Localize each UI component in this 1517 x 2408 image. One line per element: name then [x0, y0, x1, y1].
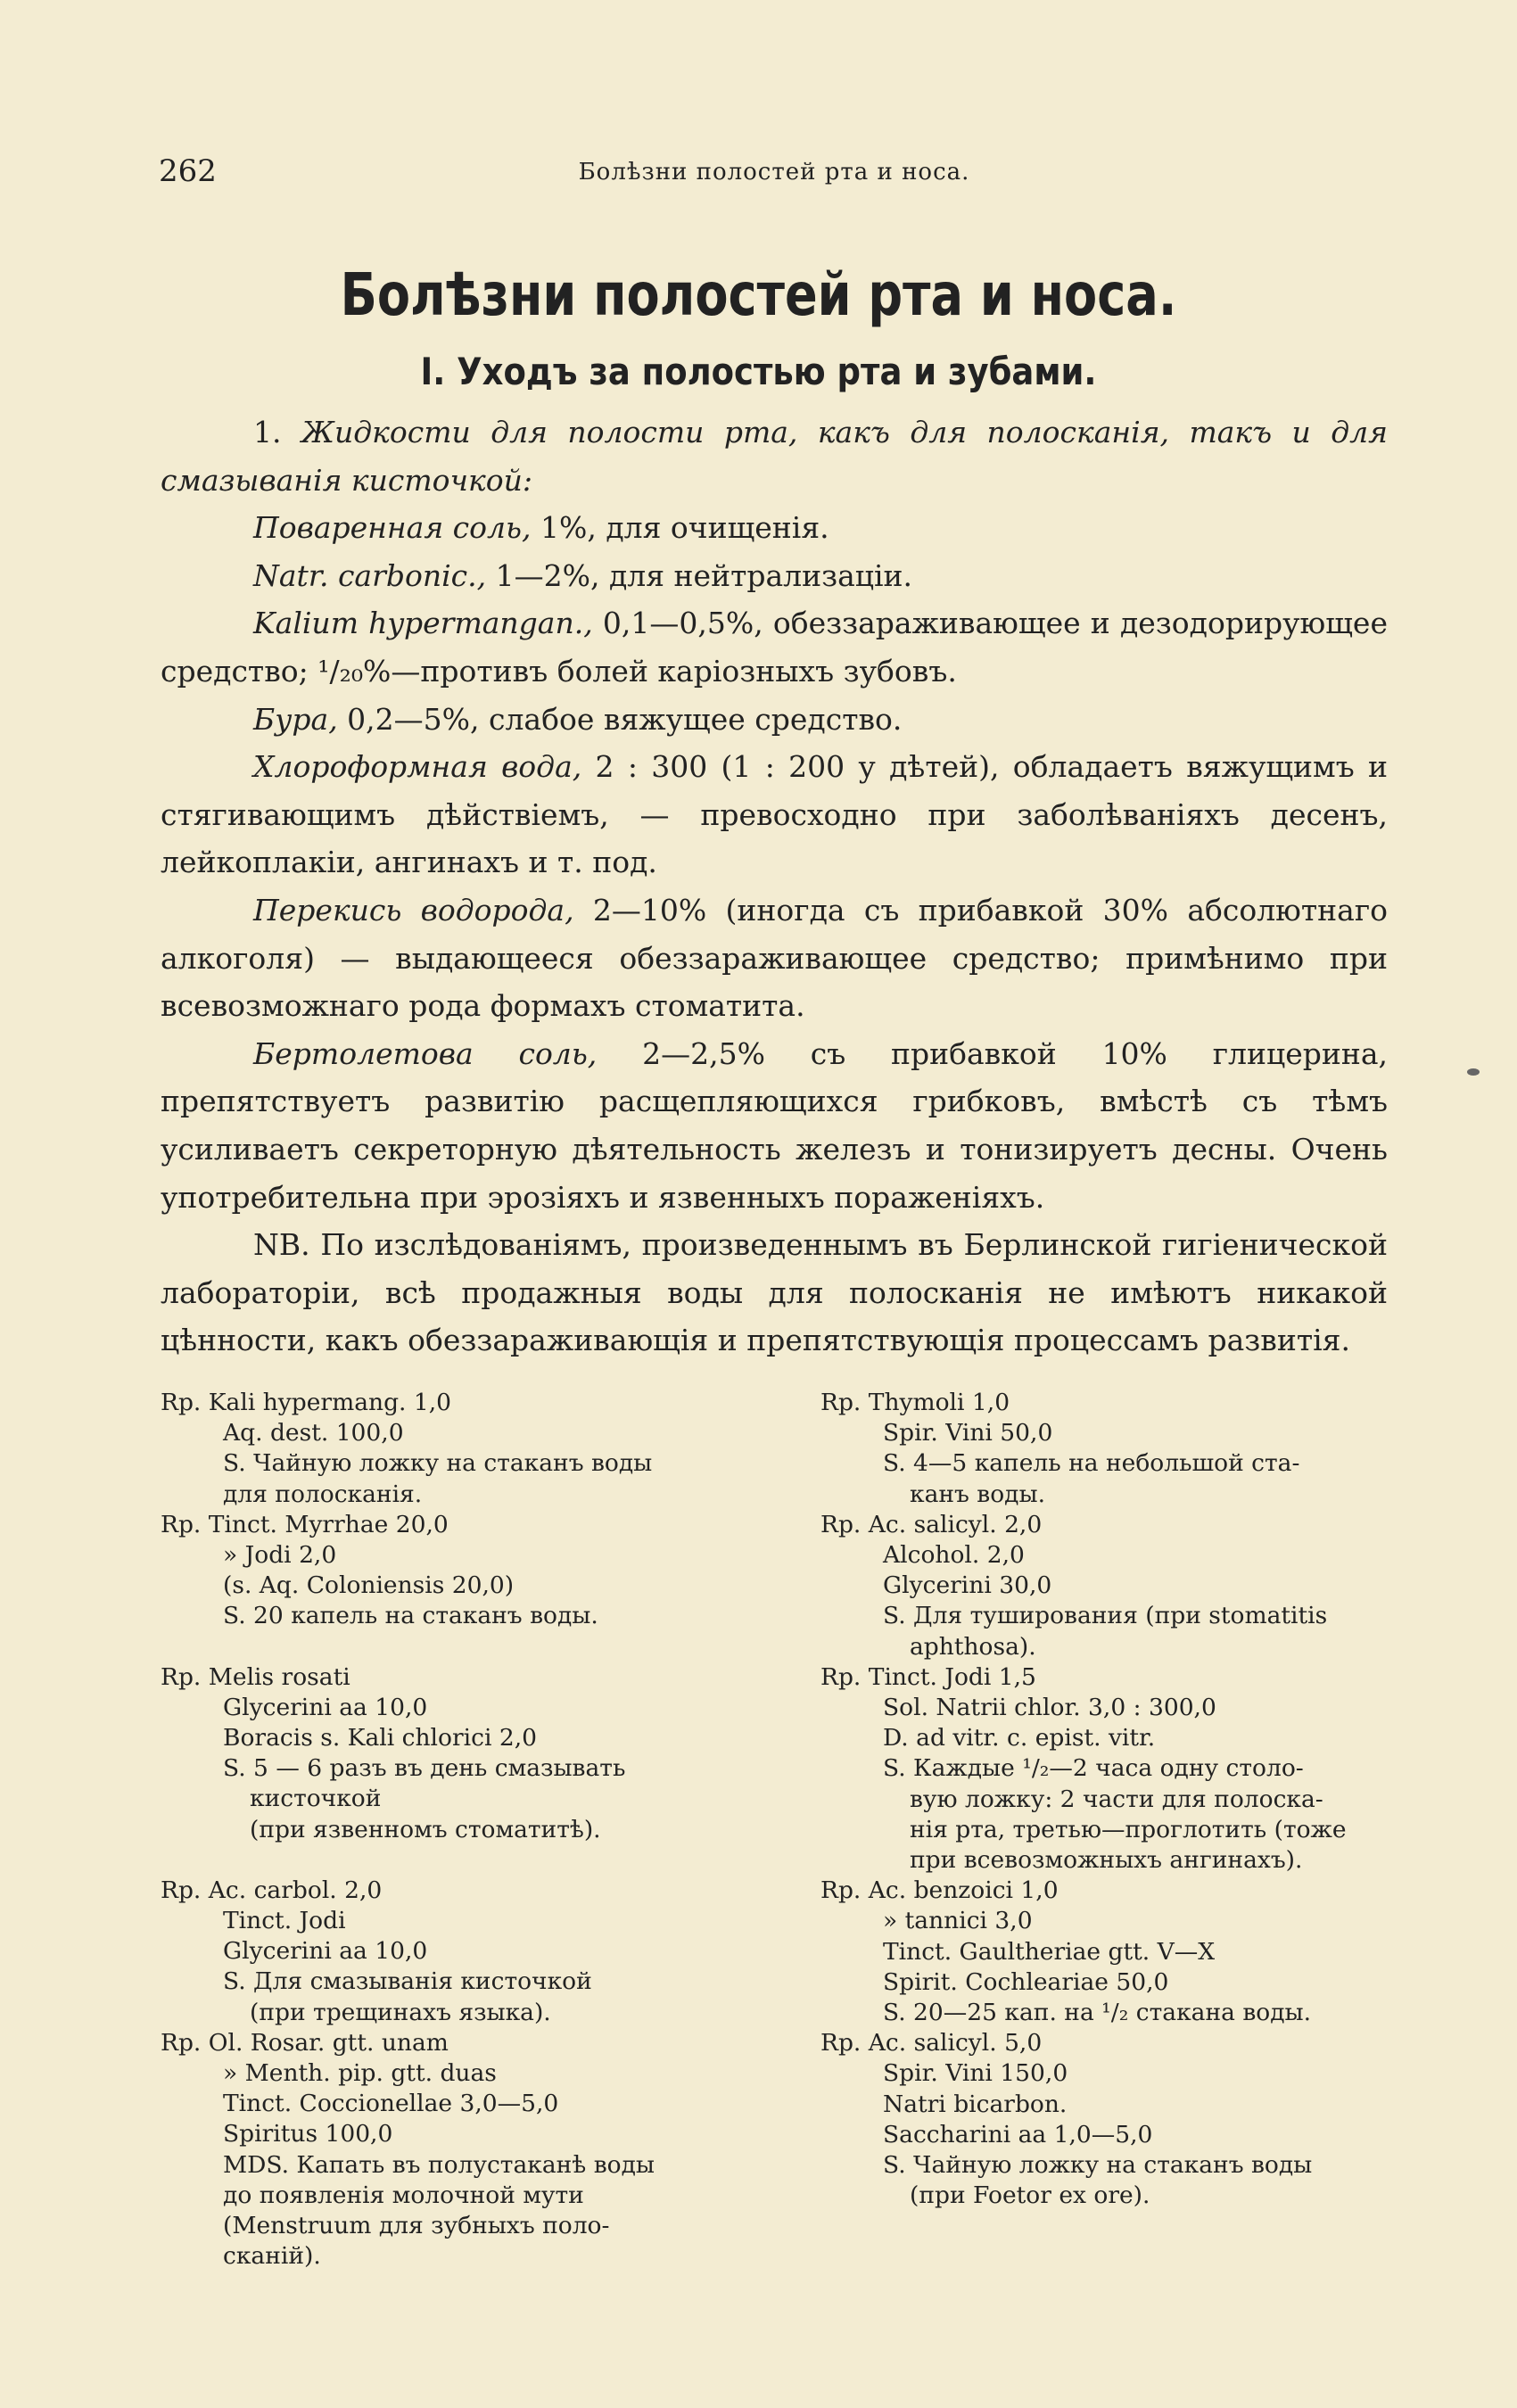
recipe-line: Rp. Melis rosati — [161, 1662, 350, 1691]
recipe-line: Rp. Tinct. Jodi 1,5 — [820, 1662, 1036, 1691]
recipe-line: » Menth. pip. gtt. duas — [223, 2059, 497, 2088]
recipes-right-column — [820, 1388, 1427, 2211]
recipe-line: Saccharini aa 1,0—5,0 — [883, 2120, 1153, 2148]
recipe-line: S. Для туширования (при stomatitis — [883, 1602, 1328, 1630]
paragraph-text: 1%, для очищенія. — [531, 510, 829, 546]
paragraph — [161, 1030, 1388, 1221]
chapter-title: Болѣзни полостей рта и носа. — [340, 260, 1177, 329]
recipe-line: Rp. Tinct. Myrrhae 20,0 — [161, 1510, 449, 1538]
ink-speck — [1467, 1068, 1480, 1076]
paragraph — [161, 504, 1388, 552]
paragraph-text: 2 : 300 (1 : 200 у дѣтей), обладаетъ вяжущимъ и стягивающимъ дѣйствіемъ, — превосходно при заболѣваніяхъ десенъ, лейкоплакіи, ангинахъ и т. под. — [161, 749, 1388, 880]
recipe-line: канъ воды. — [910, 1480, 1046, 1508]
recipe-line: Spir. Vini 150,0 — [883, 2059, 1068, 2088]
recipe-line: Alcohol. 2,0 — [883, 1541, 1025, 1570]
recipe-line: Spiritus 100,0 — [223, 2120, 393, 2148]
recipe-line: Natri bicarbon. — [883, 2090, 1068, 2118]
recipe-line: Rp. Ac. benzoici 1,0 — [820, 1876, 1059, 1905]
paragraph-text: 2—10% (иногда съ прибавкой 30% абсолютнаго алкоголя) — выдающееся обеззараживающее средство; примѣнимо при всевозможнаго рода формахъ стоматита. — [161, 892, 1388, 1024]
recipe-line: Tinct. Jodi — [223, 1907, 346, 1935]
recipe-line: S. Для смазыванія кисточкой — [223, 1967, 592, 1996]
recipe-line: (s. Aq. Coloniensis 20,0) — [223, 1571, 515, 1600]
paragraph — [161, 552, 1388, 600]
remedy-term: Бура, — [253, 701, 338, 737]
recipe-line: Boracis s. Kali chlorici 2,0 — [223, 1724, 538, 1752]
remedy-term: Поваренная соль, — [253, 510, 532, 546]
recipe-line: сканій). — [223, 2242, 321, 2271]
page-header — [159, 153, 1389, 189]
recipe-line: (при Foetor ex ore). — [910, 2181, 1150, 2210]
recipe-line: MDS. Капать въ полустаканѣ воды — [223, 2150, 655, 2179]
section-title: I. Уходъ за полостью рта и зубами. — [420, 350, 1097, 393]
paragraph-number: 1. — [253, 415, 301, 449]
paragraph — [161, 408, 1388, 504]
recipe-line: S. 20—25 кап. на ¹/₂ стакана воды. — [883, 1999, 1312, 2027]
paragraph — [161, 696, 1388, 744]
recipe-line: для полосканія. — [223, 1480, 423, 1508]
recipe-line: вую ложку: 2 части для полоска- — [910, 1785, 1323, 1813]
recipe-line: (при трещинахъ языка). — [250, 1998, 551, 2026]
recipe-line: S. 5 — 6 разъ въ день смазывать — [223, 1754, 626, 1783]
recipe-line: Rp. Ac. salicyl. 5,0 — [820, 2029, 1043, 2058]
paragraph — [161, 743, 1388, 887]
paragraph-text: 0,2—5%, слабое вяжущее средство. — [337, 701, 903, 737]
running-title: Болѣзни полостей рта и носа. — [578, 159, 970, 186]
paragraph-text: NB. По изслѣдованіямъ, произведеннымъ въ Берлинской гигіенической лабораторіи, всѣ продажныя воды для полосканія не имѣютъ никакой цѣнности, какъ обеззараживающія и препятствующія процессамъ развитія. — [161, 1227, 1388, 1358]
recipe-line: S. Чайную ложку на стаканъ воды — [223, 1449, 653, 1478]
paragraph — [161, 599, 1388, 695]
remedy-term: Перекись водорода, — [253, 892, 574, 928]
recipe-spacer — [161, 1845, 767, 1876]
recipe-line: Spir. Vini 50,0 — [883, 1419, 1053, 1447]
recipe-line: до появленія молочной мути — [223, 2181, 584, 2209]
recipe-line: Tinct. Coccionellae 3,0—5,0 — [223, 2090, 559, 2118]
remedy-term: Kalium hypermangan., — [253, 606, 593, 641]
recipe-line: Aq. dest. 100,0 — [223, 1419, 404, 1447]
recipe-line: Spirit. Cochleariae 50,0 — [883, 1967, 1169, 1996]
recipes-left-column — [161, 1388, 767, 2272]
recipe-line: Rp. Ol. Rosar. gtt. unam — [161, 2028, 449, 2057]
paragraph-text: 2—2,5% съ прибавкой 10% глицерина, препятствуетъ развитію расщепляющихся грибковъ, вмѣстѣ съ тѣмъ усиливаетъ секреторную дѣятельность железъ и тонизируетъ десны. Очень употребительна при эрозіяхъ и язвенныхъ пораженіяхъ. — [161, 1035, 1389, 1215]
recipe-line: нія рта, третью—проглотить (тоже — [910, 1815, 1347, 1843]
recipe-line: Glycerini aa 10,0 — [223, 1693, 428, 1721]
recipe-line: кисточкой — [250, 1785, 382, 1813]
recipe-line: S. 20 капель на стаканъ воды. — [223, 1602, 598, 1630]
recipe-line: Rp. Thymoli 1,0 — [820, 1389, 1010, 1416]
recipe-line: Glycerini 30,0 — [883, 1571, 1052, 1600]
paragraph-text: 0,1—0,5%, обеззараживающее и дезодорирующее средство; ¹/₂₀%—противъ болей каріозныхъ зубовъ. — [161, 606, 1388, 689]
recipe-line: Sol. Natrii chlor. 3,0 : 300,0 — [883, 1694, 1216, 1722]
paragraph — [161, 887, 1388, 1030]
recipe-line: при всевозможныхъ ангинахъ). — [910, 1846, 1303, 1875]
recipe-line: Rp. Kali hypermang. 1,0 — [161, 1389, 452, 1416]
remedy-term: Бертолетова соль, — [253, 1035, 598, 1071]
paragraph — [161, 1221, 1388, 1365]
remedy-term: Natr. carbonic., — [253, 557, 487, 593]
recipe-line: S. Чайную ложку на стаканъ воды — [883, 2151, 1313, 2180]
remedy-term: Жидкости для полости рта, какъ для полосканія, такъ и для смазыванія кисточкой: — [161, 415, 1388, 498]
recipe-line: S. 4—5 капель на небольшой ста- — [883, 1449, 1300, 1478]
recipe-line: Tinct. Gaultheriae gtt. V—X — [883, 1937, 1216, 1966]
recipe-line: S. Каждые ¹/₂—2 часа одну столо- — [883, 1754, 1304, 1783]
body-text — [161, 408, 1388, 1365]
recipe-line: » Jodi 2,0 — [223, 1541, 337, 1570]
recipe-spacer — [161, 1632, 767, 1662]
recipe-line: Glycerini aa 10,0 — [223, 1937, 428, 1966]
recipe-line: D. ad vitr. c. epist. vitr. — [883, 1724, 1156, 1752]
recipe-line: » tannici 3,0 — [883, 1907, 1033, 1935]
recipe-line: (Menstruum для зубныхъ поло- — [223, 2212, 610, 2240]
recipe-line: (при язвенномъ стоматитѣ). — [250, 1815, 601, 1843]
paragraph-text: 1—2%, для нейтрализаціи. — [486, 557, 913, 593]
remedy-term: Хлороформная вода, — [253, 749, 582, 785]
recipe-line: aphthosa). — [910, 1632, 1036, 1661]
recipe-line: Rp. Ac. salicyl. 2,0 — [820, 1510, 1043, 1538]
recipe-line: Rp. Ac. carbol. 2,0 — [161, 1876, 383, 1904]
page-number: 262 — [159, 153, 217, 189]
